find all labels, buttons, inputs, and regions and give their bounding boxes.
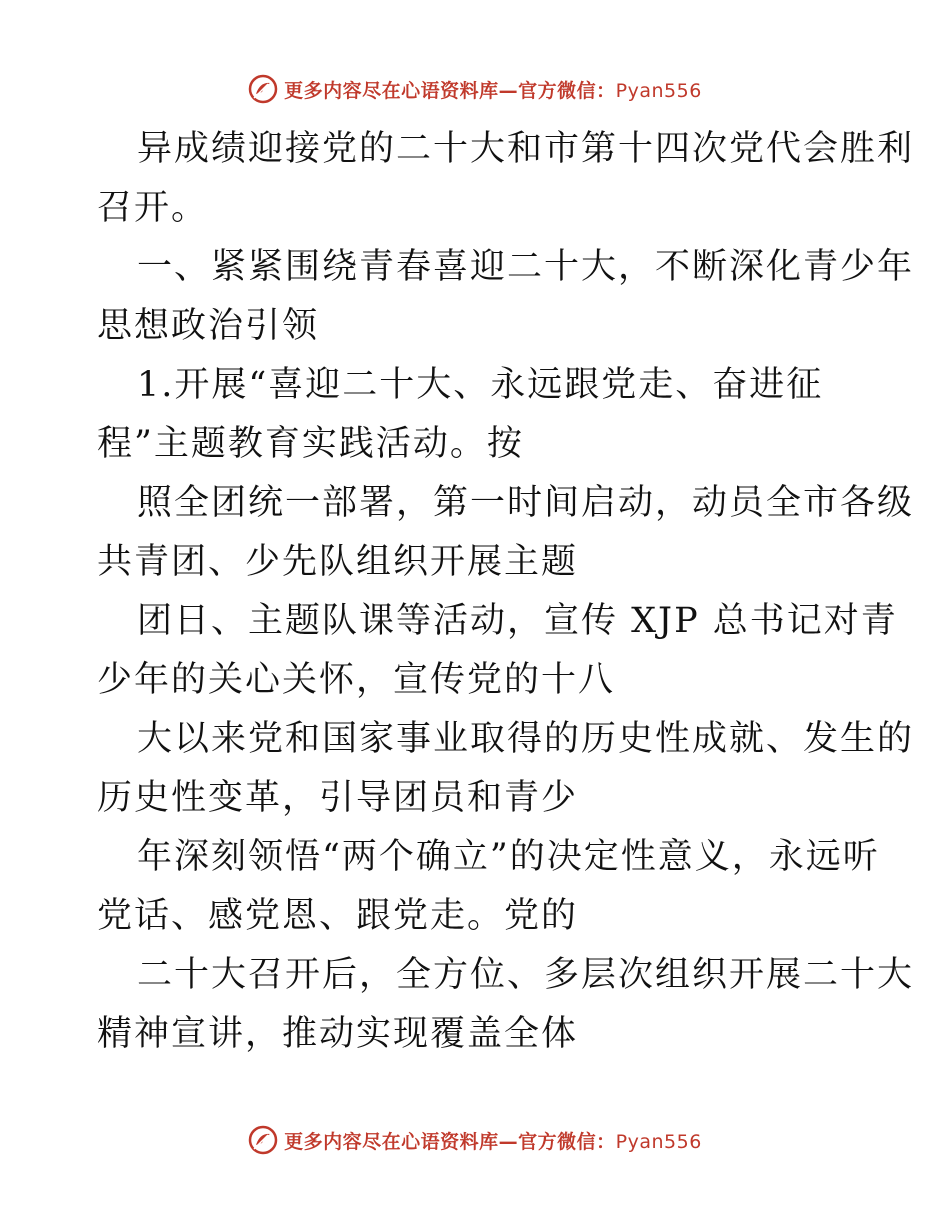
- watermark-label: 更多内容尽在心语资料库—官方微信：: [284, 1130, 616, 1153]
- body-line: 大以来党和国家事业取得的历史性成就、发生的: [137, 719, 915, 759]
- section-heading: 一、紧紧围绕青春喜迎二十大，不断深化青少年: [137, 247, 915, 287]
- body-line: 年深刻领悟“两个确立”的决定性意义，永远听: [137, 837, 880, 877]
- body-line: 共青团、少先队组织开展主题: [97, 542, 579, 582]
- footer-watermark: [0, 1123, 950, 1157]
- watermark-wechat-id: Pyan556: [615, 79, 702, 102]
- body-line: 二十大召开后，全方位、多层次组织开展二十大: [137, 955, 915, 995]
- header-watermark: [0, 72, 950, 106]
- body-line: 历史性变革，引导团员和青少: [97, 778, 579, 818]
- watermark-wechat-id: Pyan556: [615, 1130, 702, 1153]
- document-body: [97, 120, 915, 1064]
- body-line: 1.开展“喜迎二十大、永远跟党走、奋进征: [137, 365, 824, 405]
- body-line: 团日、主题队课等活动，宣传 XJP 总书记对青: [137, 601, 898, 641]
- watermark-text: [284, 1127, 702, 1154]
- body-line: 召开。: [97, 188, 209, 228]
- body-line: 党话、感党恩、跟党走。党的: [97, 896, 579, 936]
- watermark-label: 更多内容尽在心语资料库—官方微信：: [284, 79, 616, 102]
- body-line: 照全团统一部署，第一时间启动，动员全市各级: [137, 483, 915, 523]
- body-line: 程”主题教育实践活动。按: [97, 424, 524, 464]
- body-line: 异成绩迎接党的二十大和市第十四次党代会胜利: [137, 129, 915, 169]
- brand-logo-icon: [248, 74, 278, 104]
- brand-logo-icon: [248, 1125, 278, 1155]
- body-line: 少年的关心关怀，宣传党的十八: [97, 660, 616, 700]
- watermark-text: [284, 76, 702, 103]
- section-heading: 思想政治引领: [97, 306, 320, 346]
- body-line: 精神宣讲，推动实现覆盖全体: [97, 1014, 579, 1054]
